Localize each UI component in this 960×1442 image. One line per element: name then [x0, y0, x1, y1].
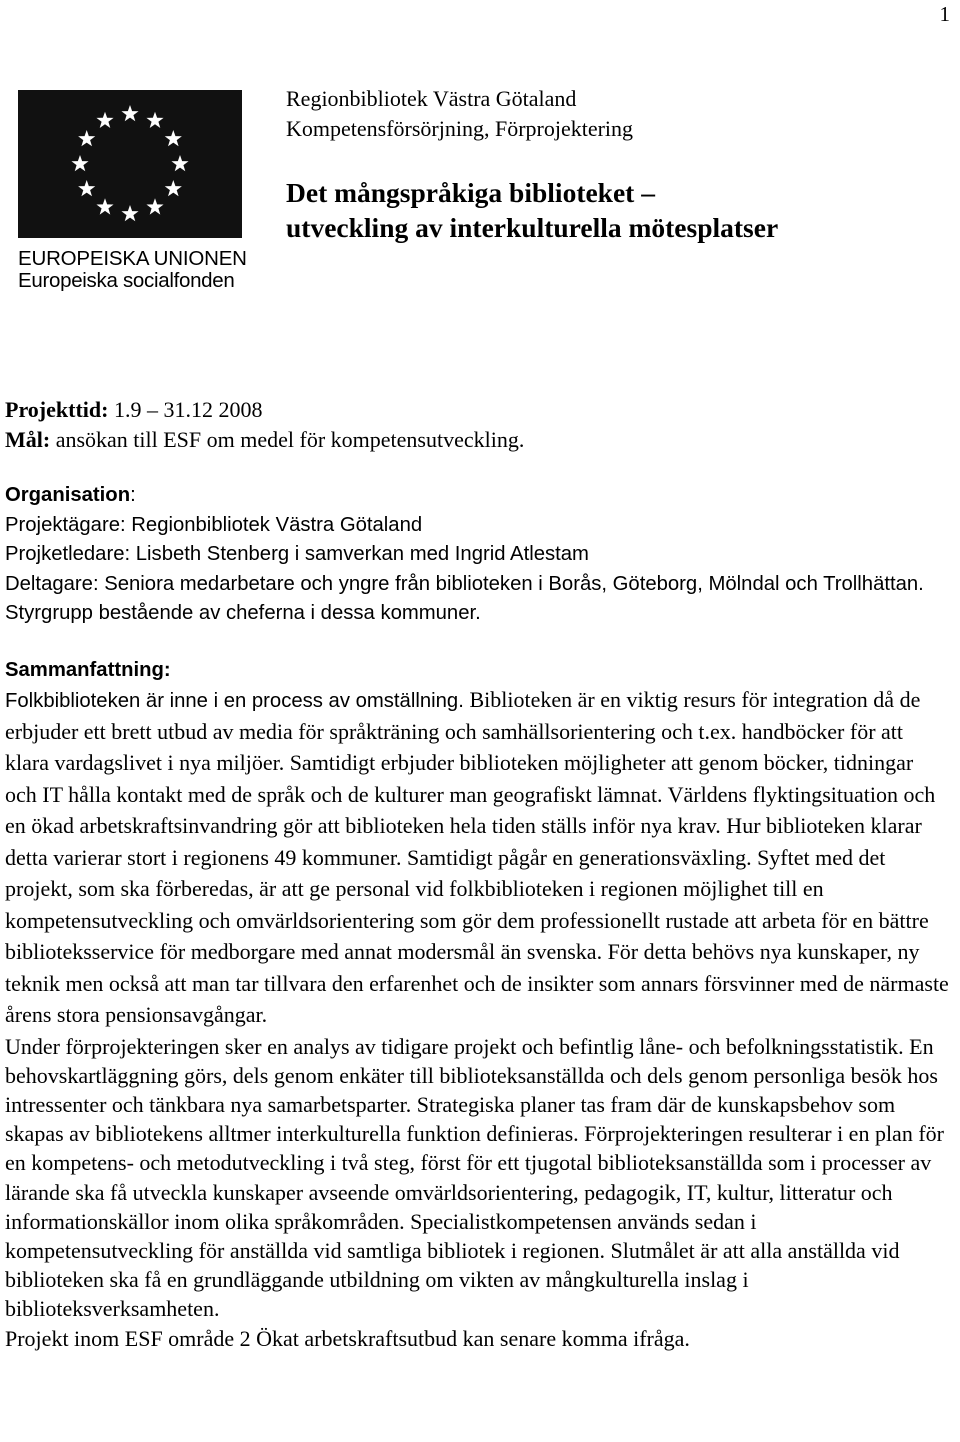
- summary-paragraph-3: Projekt inom ESF område 2 Ökat arbetskraftsutbud kan senare komma ifråga.: [5, 1325, 690, 1351]
- organisation-heading: Organisation: [5, 484, 131, 506]
- project-goal-value: ansökan till ESF om medel för kompetensutveckling.: [50, 426, 525, 452]
- summary-body-1: Biblioteken är en viktig resurs för integration då de erbjuder ett brett utbud av media för språkträning och samhällsorientering och t.ex. handböcker för att klara vardagslivet i nya miljöer. Samtidigt erbjuder biblioteken möjligheter att genom böcker, tidningar och IT hålla kontakt med de språk och de kulturer man geografiskt lämnat. Världens flyktingsituation och en ökad arbetskraftsinvandring gör att biblioteken hela tiden ställs inför nya krav. Hur biblioteken klarar detta varierar stort i regionens 49 kommuner. Samtidigt pågår en generationsväxling. Syftet med det projekt, som ska förberedas, är att ge personal vid folkbiblioteken i regionen möjlighet till en kompetensutveckling och omvärldsorientering som gör dem professionellt rustade att arbeta för en bättre biblioteksservice för medborgare med annat modersmål än svenska. För detta behövs nya kunskaper, ny teknik men också att man tar tillvara den erfarenhet och de insikter som annars försvinner med de närmaste årens stora pensionsavgångar.: [5, 687, 949, 1027]
- document-title: [286, 175, 778, 245]
- project-leader: Projketledare: Lisbeth Stenberg i samverkan med Ingrid Atlestam: [5, 543, 589, 565]
- eu-flag-icon: [18, 90, 242, 238]
- organisation-heading-colon: :: [130, 484, 136, 506]
- document-header: [286, 84, 633, 144]
- project-goal-label: Mål:: [5, 426, 51, 452]
- project-period-label: Projekttid:: [5, 397, 109, 422]
- organisation-section: [5, 481, 950, 629]
- summary-paragraph-2: Under förprojekteringen sker en analys av tidigare projekt och befintlig låne- och befolkningsstatistik. En behovskartläggning görs, dels genom enkäter till biblioteksanställda och dels genom personliga besök hos intressenter och tänkbara nya samarbetsparter. Strategiska planer tas fram där de kunskapsbehov som skapas av bibliotekens alltmer interkulturella funktion definieras. Förprojekteringen resulterar i en plan för en kompetens- och metodutveckling i två steg, först för ett tjugotal biblioteksanställda som i processer av lärande ska få utveckla kunskaper avseende omvärldsorientering, pedagogik, IT, kultur, litteratur och informationskällor inom olika språkområden. Specialistkompetensen används sedan i kompetensutveckling för anställda vid samtliga bibliotek i regionen. Slutmålet är att alla anställda vid biblioteken ska få en grundläggande utbildning om vikten av mångkulturella inslag i biblioteksverksamheten.: [5, 1033, 944, 1322]
- title-line-1: Det mångspråkiga biblioteket –: [286, 177, 655, 208]
- summary-paragraph-1: [5, 685, 950, 1032]
- project-period: [5, 395, 950, 425]
- title-line-2: utveckling av interkulturella mötesplatser: [286, 212, 779, 243]
- project-participants: Deltagare: Seniora medarbetare och yngre från biblioteken i Borås, Göteborg, Mölndal och Trollhättan. Styrgrupp bestående av cheferna i dessa kommuner.: [5, 572, 924, 624]
- logo-text-eu: EUROPEISKA UNIONEN: [18, 247, 247, 270]
- project-owner: Projektägare: Regionbibliotek Västra Götaland: [5, 513, 423, 536]
- summary-heading: Sammanfattning:: [5, 658, 171, 681]
- project-goal: [5, 425, 950, 455]
- project-period-value: 1.9 – 31.12 2008: [108, 397, 263, 422]
- summary-section: [5, 656, 950, 1353]
- summary-intro: Folkbiblioteken är inne i en process av omställning.: [5, 690, 464, 712]
- page-number: 1: [939, 2, 950, 26]
- eu-esf-logo: [18, 90, 247, 292]
- logo-text-esf: Europeiska socialfonden: [18, 269, 235, 292]
- header-organisation: Regionbibliotek Västra Götaland: [286, 86, 577, 111]
- document-body: [5, 395, 950, 1353]
- header-subtitle: Kompetensförsörjning, Förprojektering: [286, 116, 634, 141]
